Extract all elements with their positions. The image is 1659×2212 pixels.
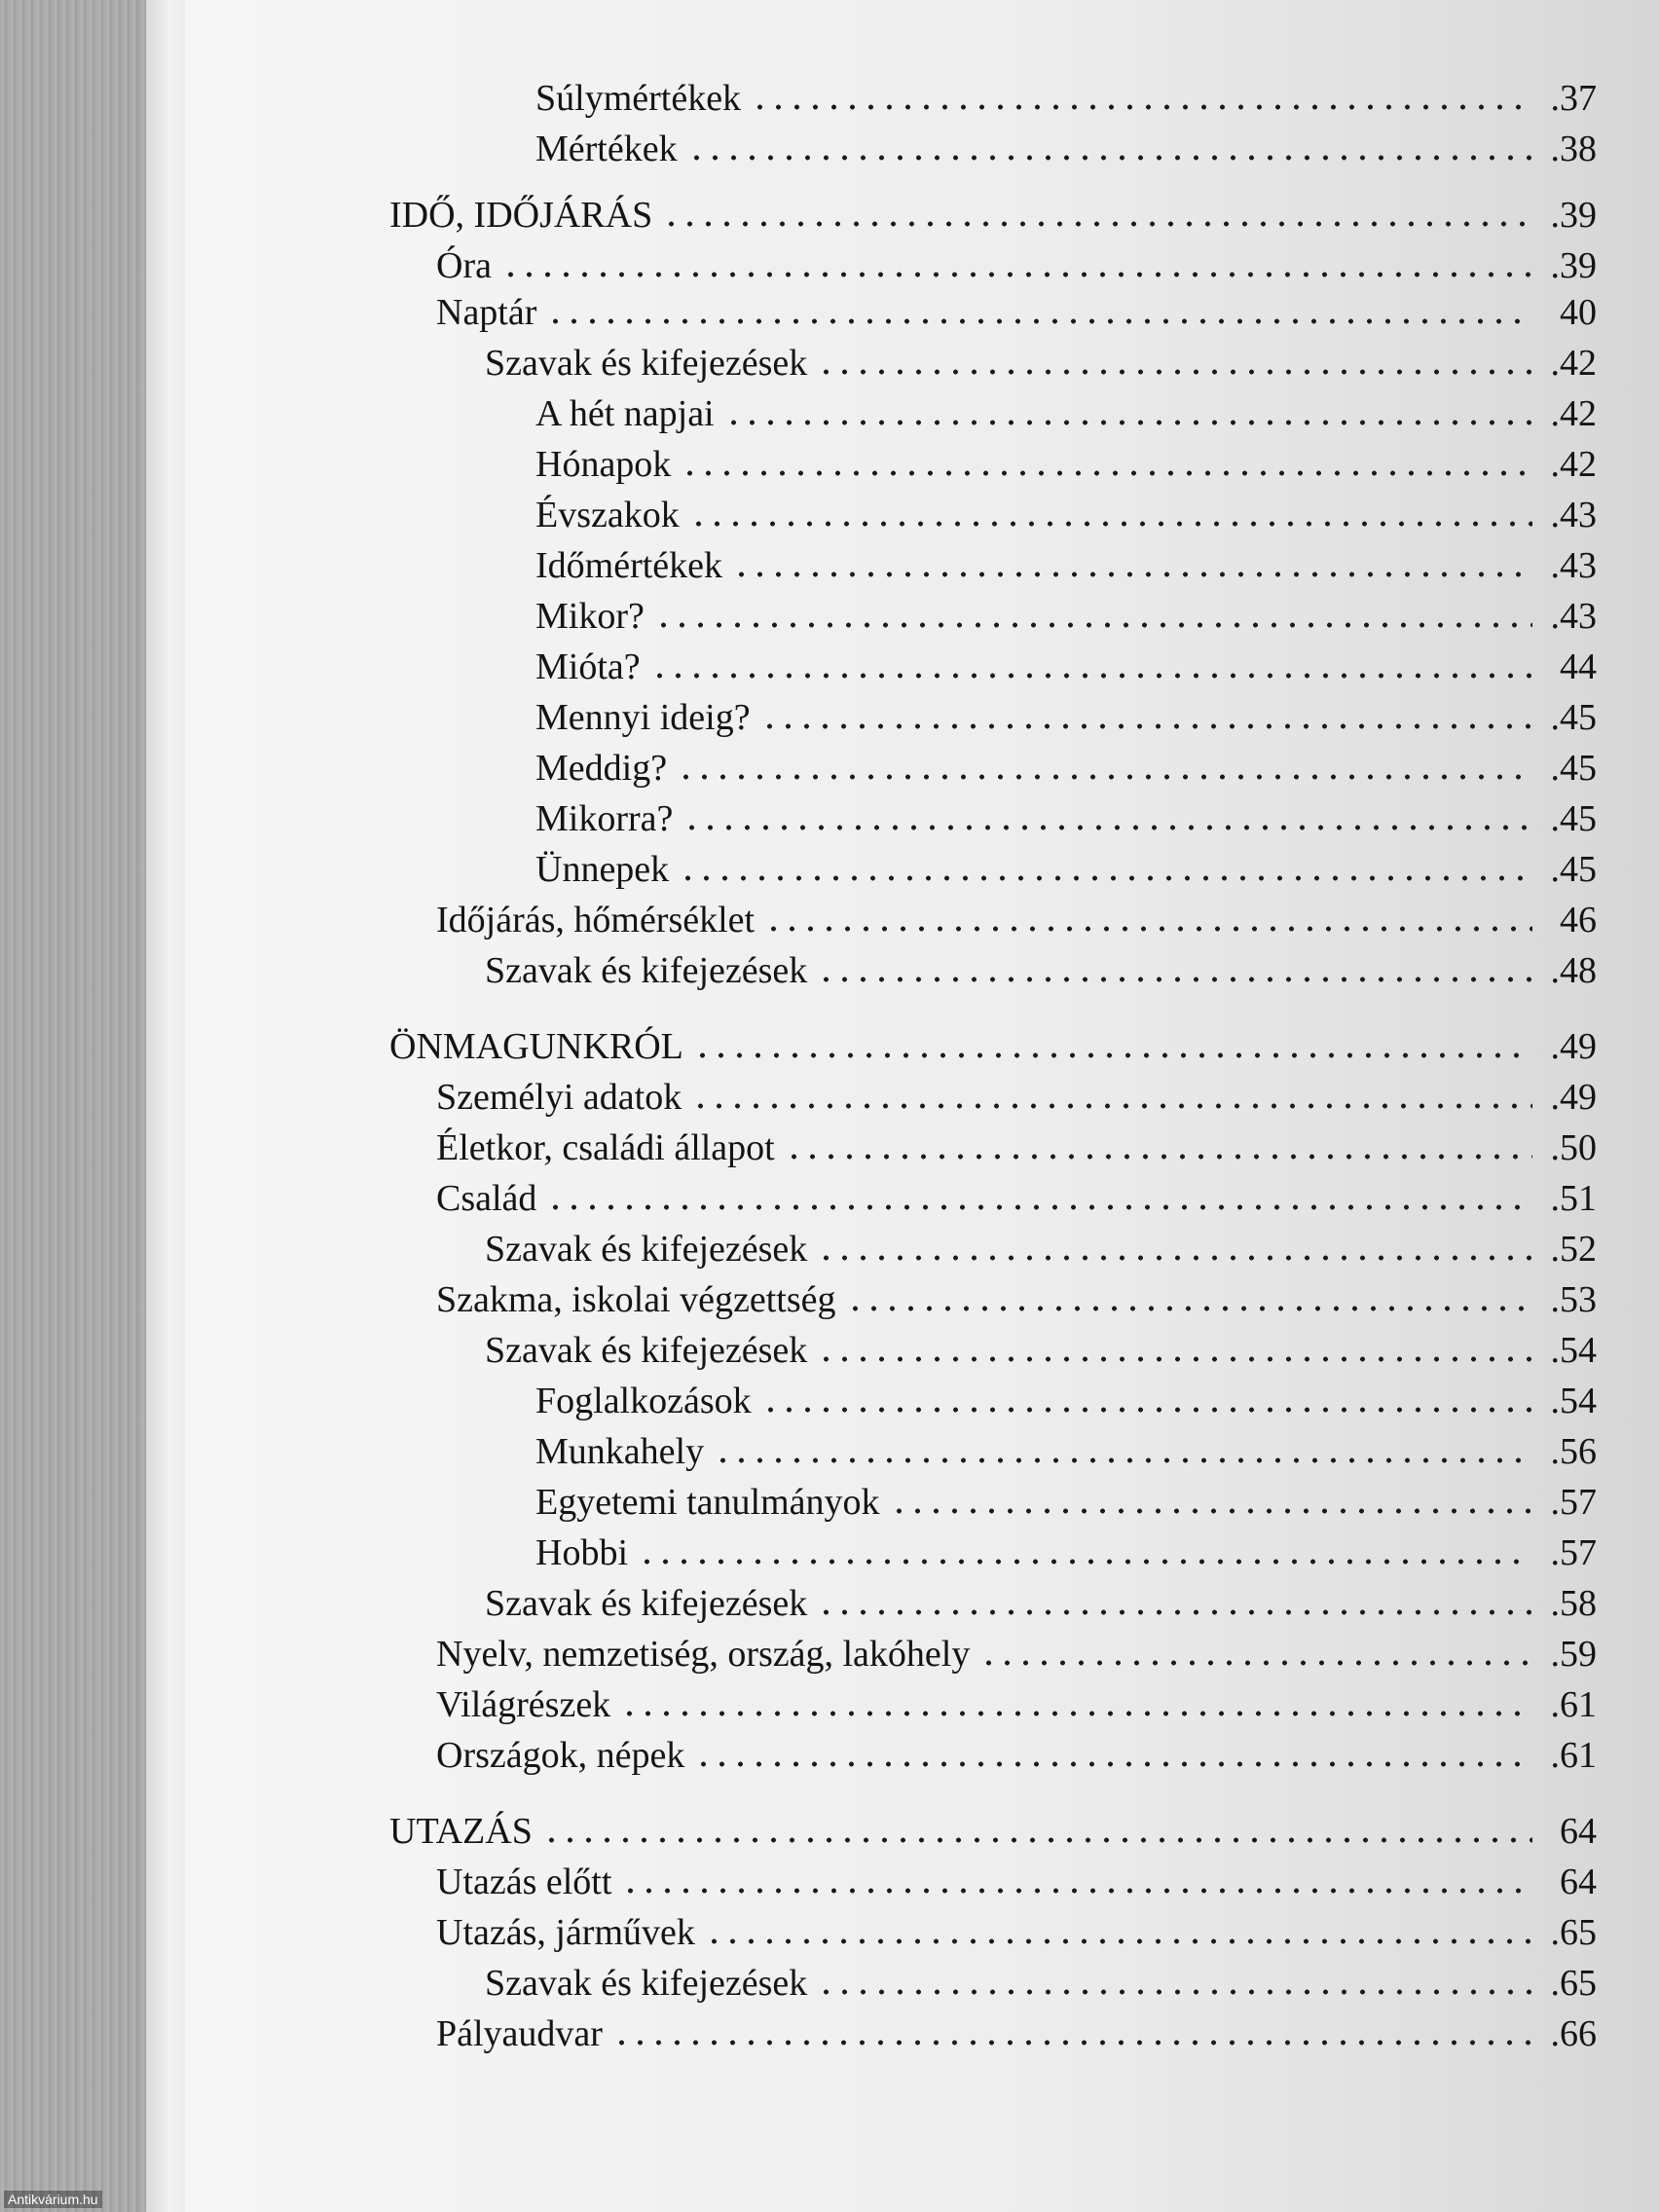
toc-entry — [485, 331, 1597, 382]
toc-entry-title: Naptár — [436, 292, 537, 333]
dot-leader — [682, 820, 1532, 835]
dot-leader — [679, 870, 1532, 886]
dot-leader — [714, 1453, 1532, 1468]
dot-leader — [979, 1655, 1532, 1671]
dot-leader — [846, 1301, 1533, 1316]
toc-entry — [389, 1014, 1597, 1065]
dot-leader — [732, 567, 1532, 582]
toc-entry-title: Mióta? — [535, 646, 641, 687]
toc-entry-page: .37 — [1550, 78, 1597, 119]
toc-entry-title: Évszakok — [535, 495, 680, 535]
dot-leader — [724, 415, 1532, 430]
toc-entry-title: Életkor, családi állapot — [436, 1127, 775, 1168]
toc-entry — [436, 1850, 1597, 1900]
dot-leader — [650, 668, 1532, 683]
dot-leader — [890, 1503, 1532, 1519]
toc-entry — [485, 939, 1597, 989]
dot-leader — [691, 1098, 1532, 1114]
toc-entry-title: Szavak és kifejezések — [485, 1229, 808, 1270]
toc-entry — [535, 1419, 1597, 1470]
toc-entry-title: IDŐ, IDŐJÁRÁS — [389, 195, 653, 236]
toc-entry-title: Utazás előtt — [436, 1862, 612, 1902]
toc-entry-title: Szavak és kifejezések — [485, 1330, 808, 1371]
dot-leader — [662, 216, 1532, 232]
toc-entry — [535, 584, 1597, 635]
toc-entry — [535, 382, 1597, 432]
toc-entry — [535, 736, 1597, 787]
toc-entry — [535, 432, 1597, 483]
toc-entry-page: .45 — [1550, 849, 1597, 890]
dot-leader — [620, 1706, 1532, 1721]
dot-leader — [638, 1554, 1532, 1569]
toc-entry-page: .49 — [1550, 1077, 1597, 1118]
toc-entry-title: Család — [436, 1178, 537, 1219]
toc-entry-title: Országok, népek — [436, 1735, 685, 1776]
toc-entry — [436, 1723, 1597, 1774]
toc-entry-title: Meddig? — [535, 748, 668, 789]
dot-leader — [681, 465, 1532, 481]
toc-entry-page: .38 — [1550, 129, 1597, 169]
toc-entry — [436, 234, 1597, 284]
toc-entry — [436, 1065, 1597, 1116]
dot-leader — [654, 617, 1532, 633]
toc-entry-page: .54 — [1550, 1330, 1597, 1371]
toc-entry-page: .58 — [1550, 1583, 1597, 1624]
toc-entry-page: .56 — [1550, 1431, 1597, 1472]
toc-entry-title: Utazás, járművek — [436, 1912, 695, 1953]
toc-entry-title: Egyetemi tanulmányok — [535, 1482, 880, 1523]
dot-leader — [689, 516, 1532, 532]
toc-entry-title: Időmértékek — [535, 545, 723, 586]
toc-entry-title: Világrészek — [436, 1684, 611, 1725]
toc-entry-title: Személyi adatok — [436, 1077, 682, 1118]
toc-entry-page: .42 — [1550, 343, 1597, 384]
toc-entry-page: .52 — [1550, 1229, 1597, 1270]
toc-entry-page: .53 — [1550, 1279, 1597, 1320]
toc-entry — [436, 1622, 1597, 1673]
toc-entry-title: Óra — [436, 245, 492, 286]
toc-entry — [535, 635, 1597, 685]
toc-entry-page: .43 — [1550, 596, 1597, 637]
toc-entry-title: Hónapok — [535, 444, 672, 485]
dot-leader — [817, 1604, 1532, 1620]
toc-entry — [535, 1521, 1597, 1571]
toc-entry-page: .66 — [1550, 2013, 1597, 2054]
toc-entry-page: 40 — [1560, 292, 1597, 333]
toc-entry-title: Időjárás, hőmérséklet — [436, 900, 756, 940]
dot-leader — [705, 1934, 1532, 1949]
toc-entry-title: Mikor? — [535, 596, 645, 637]
toc-entry — [535, 483, 1597, 534]
toc-entry-page: 64 — [1560, 1862, 1597, 1902]
toc-entry-page: .48 — [1550, 950, 1597, 991]
toc-entry-page: .39 — [1550, 245, 1597, 286]
toc-entry-title: Szakma, iskolai végzettség — [436, 1279, 836, 1320]
toc-entry-title: UTAZÁS — [389, 1811, 533, 1852]
toc-entry-page: .61 — [1550, 1735, 1597, 1776]
dot-leader — [546, 1199, 1532, 1215]
toc-entry-page: .49 — [1550, 1026, 1597, 1067]
dot-leader — [546, 313, 1532, 329]
toc-entry-page: .61 — [1550, 1684, 1597, 1725]
toc-entry — [389, 1799, 1597, 1850]
toc-entry-title: ÖNMAGUNKRÓL — [389, 1026, 683, 1067]
toc-entry-title: Hobbi — [535, 1532, 628, 1573]
toc-entry-page: 46 — [1560, 900, 1597, 940]
toc-entry — [436, 1116, 1597, 1166]
toc-entry-page: .45 — [1550, 748, 1597, 789]
toc-entry — [535, 1369, 1597, 1419]
toc-entry — [436, 280, 1597, 331]
toc-entry-page: 64 — [1560, 1811, 1597, 1852]
toc-entry-title: Mennyi ideig? — [535, 697, 751, 738]
dot-leader — [760, 719, 1532, 734]
dot-leader — [817, 1351, 1532, 1367]
dot-leader — [761, 1402, 1532, 1418]
dot-leader — [764, 921, 1532, 937]
dot-leader — [817, 1250, 1532, 1266]
toc-entry — [436, 1268, 1597, 1318]
toc-entry — [535, 837, 1597, 888]
toc-entry-title: Szavak és kifejezések — [485, 950, 808, 991]
toc-entry-page: 44 — [1560, 646, 1597, 687]
toc-entry-title: Ünnepek — [535, 849, 670, 890]
toc-entry — [436, 1900, 1597, 1951]
toc-entry — [389, 183, 1597, 234]
toc-entry-title: Nyelv, nemzetiség, ország, lakóhely — [436, 1634, 971, 1675]
dot-leader — [817, 1984, 1532, 2000]
toc-entry-page: .45 — [1550, 697, 1597, 738]
toc-entry-page: .50 — [1550, 1127, 1597, 1168]
dot-leader — [694, 1756, 1532, 1772]
toc-entry-title: A hét napjai — [535, 393, 715, 434]
watermark: Antikvárium.hu — [4, 2191, 102, 2208]
dot-leader — [621, 1883, 1532, 1899]
dot-leader — [751, 99, 1532, 115]
toc-entry — [485, 1951, 1597, 2002]
toc-entry — [436, 1673, 1597, 1723]
toc-entry — [436, 2002, 1597, 2052]
toc-entry-page: .42 — [1550, 393, 1597, 434]
toc-entry-title: Mértékek — [535, 129, 678, 169]
dot-leader — [687, 150, 1532, 166]
dot-leader — [612, 2035, 1532, 2050]
toc-entry-page: .42 — [1550, 444, 1597, 485]
dot-leader — [817, 364, 1532, 380]
dot-leader — [542, 1832, 1532, 1848]
toc-entry-page: .51 — [1550, 1178, 1597, 1219]
toc-entry — [535, 117, 1597, 167]
toc-entry — [535, 787, 1597, 837]
toc-entry-page: .65 — [1550, 1912, 1597, 1953]
toc-entry — [436, 1166, 1597, 1217]
toc-entry-page: .57 — [1550, 1532, 1597, 1573]
dot-leader — [677, 769, 1532, 785]
toc-entry-page: .39 — [1550, 195, 1597, 236]
dot-leader — [693, 1048, 1532, 1063]
toc-entry — [535, 66, 1597, 117]
toc-entry — [535, 534, 1597, 584]
toc-entry-page: .43 — [1550, 495, 1597, 535]
toc-entry-page: .45 — [1550, 798, 1597, 839]
toc-entry-title: Súlymértékek — [535, 78, 742, 119]
toc-entry — [535, 1470, 1597, 1521]
toc-entry-title: Szavak és kifejezések — [485, 343, 808, 384]
toc-entry — [485, 1318, 1597, 1369]
toc-entry-page: .57 — [1550, 1482, 1597, 1523]
toc-entry-page: .65 — [1550, 1963, 1597, 2004]
toc-entry — [485, 1571, 1597, 1622]
toc-entry-page: .43 — [1550, 545, 1597, 586]
toc-entry — [436, 888, 1597, 939]
toc-entry-title: Pályaudvar — [436, 2013, 603, 2054]
toc-entry — [485, 1217, 1597, 1268]
toc-entry-title: Foglalkozások — [535, 1381, 752, 1421]
dot-leader — [785, 1149, 1532, 1164]
toc-entry-title: Szavak és kifejezések — [485, 1963, 808, 2004]
toc-entry-title: Szavak és kifejezések — [485, 1583, 808, 1624]
toc-entry-title: Mikorra? — [535, 798, 674, 839]
toc-entry-page: .59 — [1550, 1634, 1597, 1675]
toc-entry-page: .54 — [1550, 1381, 1597, 1421]
toc-entry-title: Munkahely — [535, 1431, 705, 1472]
dot-leader — [817, 972, 1532, 987]
toc-entry — [535, 685, 1597, 736]
